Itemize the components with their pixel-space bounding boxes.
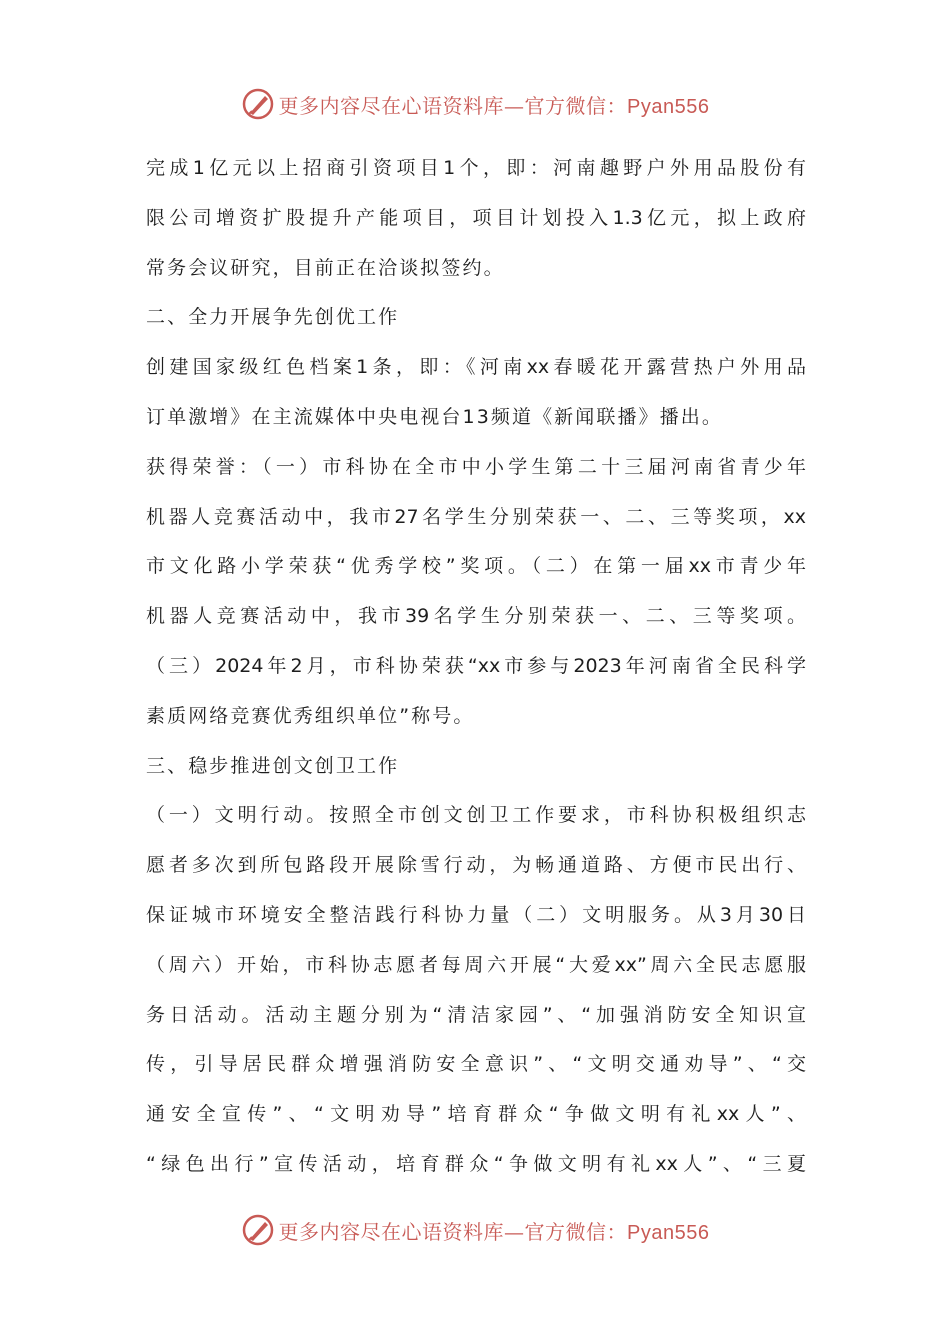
body-line: 完成1亿元以上招商引资项目1个，即：河南趣野户外用品股份有 <box>146 157 806 179</box>
watermark-text: 更多内容尽在心语资料库—官方微信：Pyan556 <box>278 93 710 118</box>
body-line: 订单激增》在主流媒体中央电视台13频道《新闻联播》播出。 <box>146 405 723 428</box>
document-body <box>146 144 806 1190</box>
watermark-header <box>0 84 950 124</box>
body-line: 传，引导居民群众增强消防安全意识”、“文明交通劝导”、“交 <box>146 1053 806 1076</box>
body-line: 素质网络竞赛优秀组织单位”称号。 <box>146 704 475 727</box>
body-line: 通安全宣传”、“文明劝导”培育群众“争做文明有礼xx人”、 <box>146 1103 806 1126</box>
section-heading: 三、稳步推进创文创卫工作 <box>146 754 400 777</box>
body-line: 限公司增资扩股提升产能项目，项目计划投入1.3亿元，拟上政府 <box>146 206 806 229</box>
body-line: 保证城市环境安全整洁践行科协力量（二）文明服务。从3月30日 <box>146 903 806 926</box>
body-line: 获得荣誉：（一）市科协在全市中小学生第二十三届河南省青少年 <box>146 455 806 478</box>
watermark-footer <box>0 1210 950 1250</box>
body-line: 机器人竞赛活动中，我市39名学生分别荣获一、二、三等奖项。 <box>146 605 806 628</box>
section-heading: 二、全力开展争先创优工作 <box>146 306 400 329</box>
watermark-text: 更多内容尽在心语资料库—官方微信：Pyan556 <box>278 1219 710 1244</box>
body-line: （周六）开始，市科协志愿者每周六开展“大爱xx”周六全民志愿服 <box>146 953 806 976</box>
body-line: 机器人竞赛活动中，我市27名学生分别荣获一、二、三等奖项，xx <box>146 505 806 528</box>
body-line: “绿色出行”宣传活动，培育群众“争做文明有礼xx人”、“三夏 <box>146 1152 806 1175</box>
body-line: 务日活动。活动主题分别为“清洁家园”、“加强消防安全知识宣 <box>146 1003 806 1026</box>
body-line: （三）2024年2月，市科协荣获“xx市参与2023年河南省全民科学 <box>146 654 806 677</box>
body-line: （一）文明行动。按照全市创文创卫工作要求，市科协积极组织志 <box>146 804 806 827</box>
quill-logo-icon <box>241 87 275 121</box>
quill-logo-icon <box>241 1213 275 1247</box>
body-line: 常务会议研究，目前正在洽谈拟签约。 <box>146 256 505 279</box>
body-line: 愿者多次到所包路段开展除雪行动，为畅通道路、方便市民出行、 <box>146 854 806 877</box>
body-line: 创建国家级红色档案1条，即：《河南xx春暖花开露营热户外用品 <box>146 356 806 379</box>
body-line: 市文化路小学荣获“优秀学校”奖项。（二）在第一届xx市青少年 <box>146 555 806 578</box>
